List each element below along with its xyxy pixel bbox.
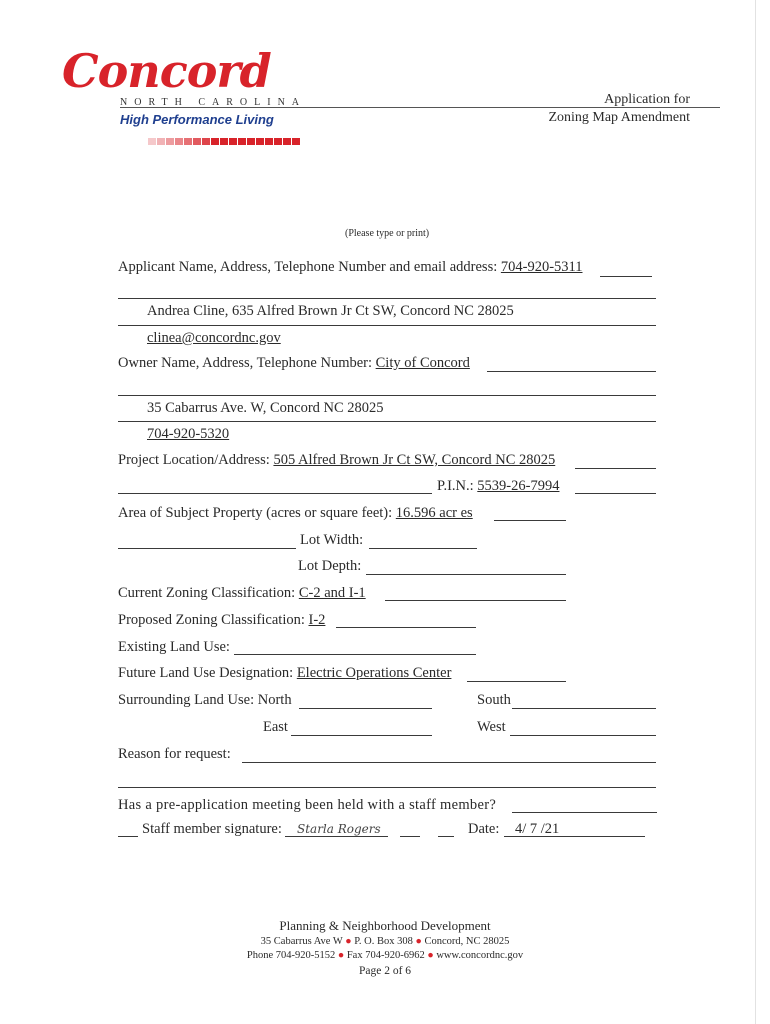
pin-line-end [575, 493, 656, 494]
lot-depth-label: Lot Depth: [298, 558, 362, 574]
form-title-line1: Application for [604, 92, 690, 107]
current-zoning-value[interactable]: C-2 and I-1 [298, 585, 366, 601]
west-label: West [477, 719, 506, 735]
date-label: Date: [468, 821, 500, 837]
location-line-2 [118, 493, 432, 494]
pin-value[interactable]: 5539-26-7994 [477, 478, 560, 494]
lot-depth-field[interactable] [366, 574, 566, 575]
footer-address: 35 Cabarrus Ave W ● P. O. Box 308 ● Concord, NC 28025 [260, 936, 510, 947]
owner-name[interactable]: City of Concord [375, 355, 470, 371]
surrounding-north-label: Surrounding Land Use: North [118, 692, 292, 708]
concord-logo: Concord [62, 44, 271, 98]
signature-line [285, 836, 388, 837]
east-label: East [263, 719, 288, 735]
pre-application-answer[interactable] [512, 812, 657, 813]
west-field[interactable] [510, 735, 656, 736]
applicant-line-1 [118, 298, 656, 299]
owner-address[interactable]: 35 Cabarrus Ave. W, Concord NC 28025 [147, 400, 384, 416]
print-instruction: (Please type or print) [345, 228, 430, 239]
logo-stripe-bar [148, 132, 318, 140]
bullet-dot-icon: ● [337, 950, 345, 961]
project-location[interactable]: 505 Alfred Brown Jr Ct SW, Concord NC 28025 [273, 452, 556, 468]
south-field[interactable] [512, 708, 656, 709]
scan-edge [755, 0, 756, 1024]
applicant-label: Applicant Name, Address, Telephone Number and email address: 704-920-5311 [118, 259, 583, 275]
proposed-zoning-value[interactable]: I-2 [308, 612, 326, 628]
logo-state-text: NORTH CAROLINA [120, 97, 307, 108]
applicant-name-address[interactable]: Andrea Cline, 635 Alfred Brown Jr Ct SW, Concord NC 28025 [147, 303, 514, 319]
lot-blank-line [118, 548, 296, 549]
current-zoning-line [385, 600, 566, 601]
footer-department: Planning & Neighborhood Development [279, 918, 491, 933]
footer-contact: Phone 704-920-5152 ● Fax 704-920-6962 ● www.concordnc.gov [246, 950, 524, 961]
form-title-line2: Zoning Map Amendment [548, 110, 690, 125]
applicant-line-2 [118, 325, 656, 326]
reason-label: Reason for request: [118, 746, 231, 762]
lot-width-label: Lot Width: [300, 532, 364, 548]
reason-field-1[interactable] [242, 762, 656, 763]
website-link[interactable]: www.concordnc.gov [436, 950, 524, 961]
owner-line-2 [118, 421, 656, 422]
owner-label: Owner Name, Address, Telephone Number: City of Concord [118, 355, 470, 371]
owner-phone[interactable]: 704-920-5320 [147, 426, 230, 442]
future-land-use-line [467, 681, 566, 682]
south-label: South [477, 692, 511, 708]
proposed-zoning-label: Proposed Zoning Classification: I-2 [118, 612, 326, 628]
applicant-email[interactable]: clinea@concordnc.gov [147, 330, 281, 346]
proposed-zoning-line [336, 627, 476, 628]
staff-signature-label: Staff member signature: [142, 821, 282, 837]
bullet-dot-icon: ● [345, 936, 352, 947]
existing-land-use-label: Existing Land Use: [118, 639, 230, 655]
future-land-use-value[interactable]: Electric Operations Center [296, 665, 452, 681]
page-number: Page 2 of 6 [358, 965, 412, 977]
owner-line-end [487, 371, 656, 372]
area-line-end [494, 520, 566, 521]
existing-land-use-field[interactable] [234, 654, 476, 655]
staff-signature[interactable]: Starla Rogers [297, 822, 381, 836]
applicant-phone[interactable]: 704-920-5311 [500, 259, 583, 275]
pin-label: P.I.N.: 5539-26-7994 [437, 478, 560, 494]
logo-tagline: High Performance Living [120, 112, 274, 127]
location-line-end [575, 468, 656, 469]
bullet-dot-icon: ● [427, 950, 434, 961]
project-location-label: Project Location/Address: 505 Alfred Brown Jr Ct SW, Concord NC 28025 [118, 452, 556, 468]
bullet-dot-icon: ● [415, 936, 422, 947]
signature-leading-line [118, 836, 138, 837]
signature-gap-line-2 [438, 836, 454, 837]
area-label: Area of Subject Property (acres or square feet): 16.596 acr es [118, 505, 473, 521]
reason-field-2[interactable] [118, 787, 656, 788]
pre-application-question: Has a pre-application meeting been held with a staff member? [118, 797, 497, 813]
future-land-use-label: Future Land Use Designation: Electric Operations Center [118, 665, 452, 681]
area-value[interactable]: 16.596 acr es [395, 505, 473, 521]
current-zoning-label: Current Zoning Classification: C-2 and I-1 [118, 585, 366, 601]
date-value[interactable]: 4/ 7 /21 [515, 821, 560, 837]
north-field[interactable] [299, 708, 432, 709]
applicant-line-end [600, 276, 652, 277]
east-field[interactable] [291, 735, 432, 736]
owner-line-1 [118, 395, 656, 396]
signature-gap-line-1 [400, 836, 420, 837]
lot-width-field[interactable] [369, 548, 477, 549]
